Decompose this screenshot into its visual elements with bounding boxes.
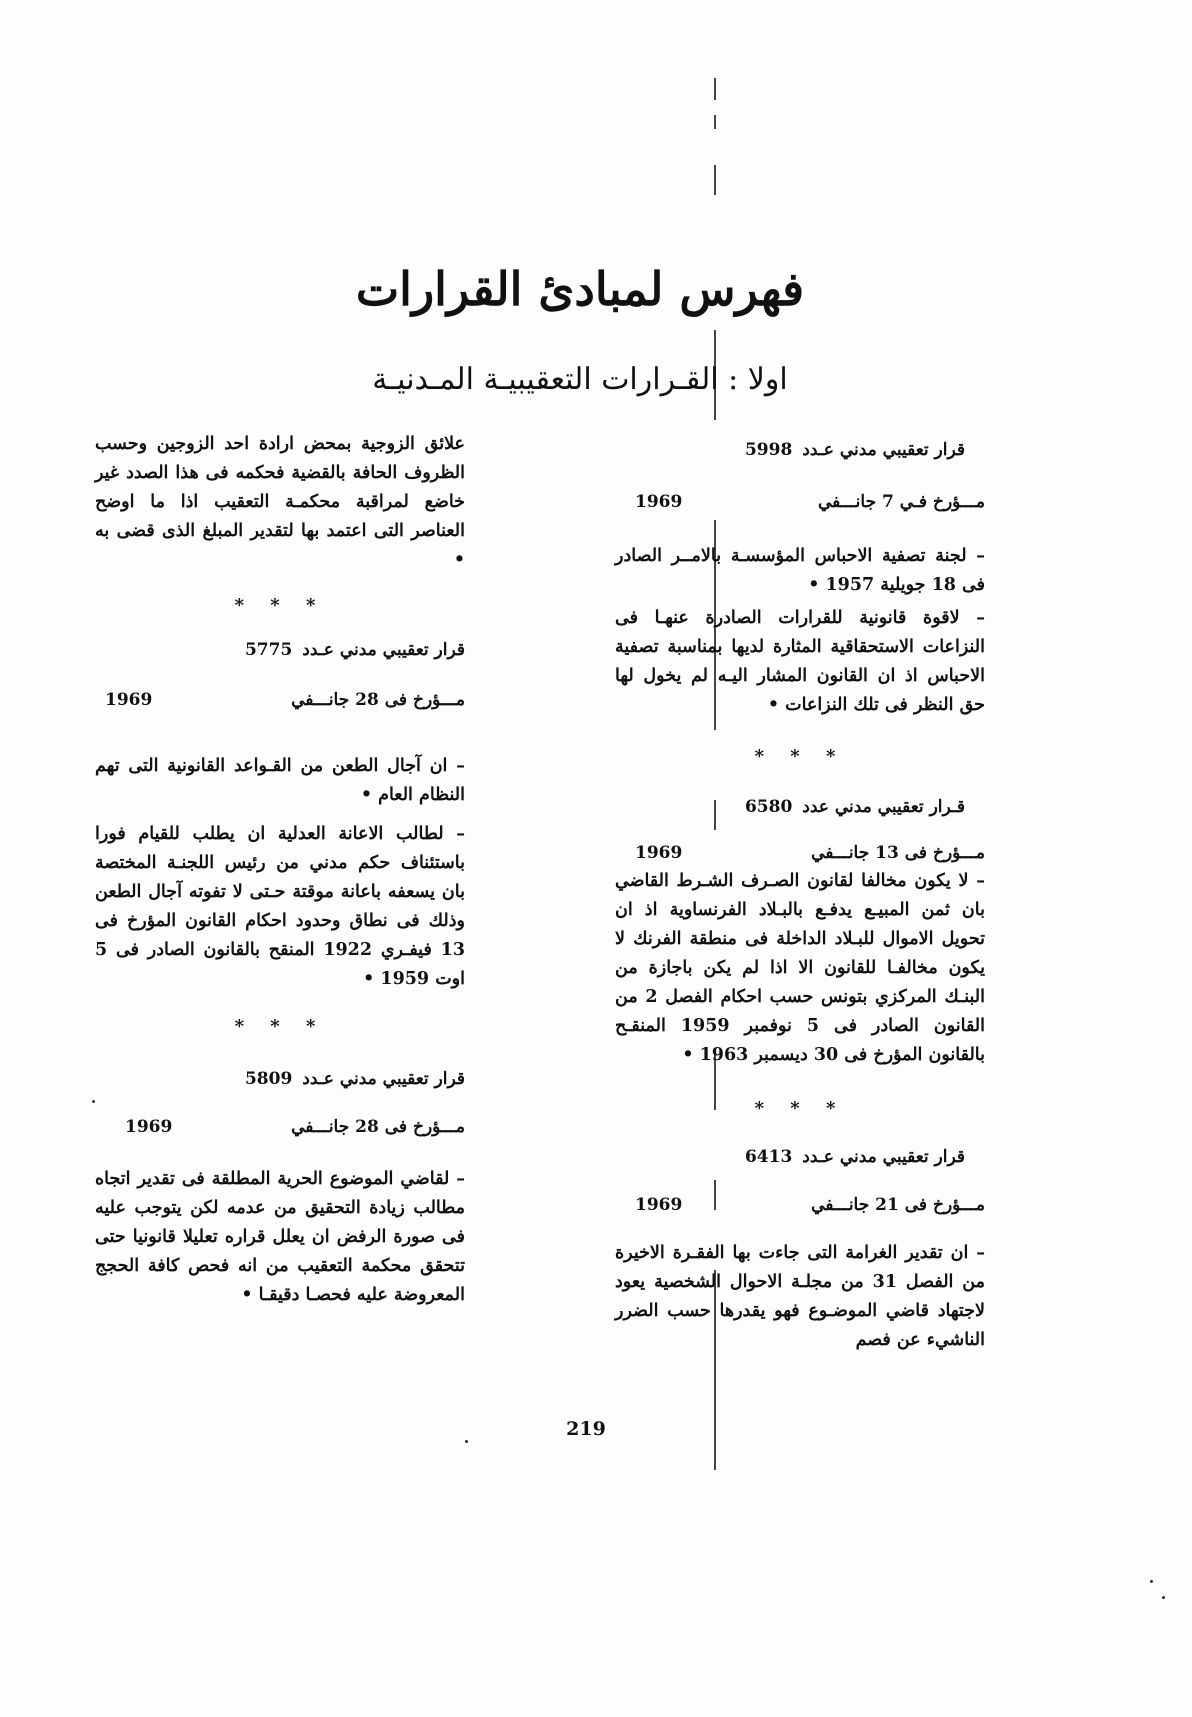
decision-date: مـــؤرخ فى 28 جانـــفي 1969 xyxy=(105,690,465,710)
decision-number: 5809 xyxy=(244,1069,293,1089)
scan-speck xyxy=(1150,1580,1153,1583)
section-separator: * * * xyxy=(754,746,846,767)
decision-number: 5775 xyxy=(244,640,293,660)
decision-heading: قرار تعقيبي مدني عـدد 5809 xyxy=(95,1065,465,1093)
decision-date: مـــؤرخ فى 28 جانـــفي 1969 xyxy=(125,1117,465,1137)
scan-speck xyxy=(465,1440,468,1443)
section-separator: * * * xyxy=(234,595,326,616)
scan-speck xyxy=(92,1100,95,1103)
principle-item: – لجنة تصفية الاحباس المؤسسـة بالامــر الصادر فى 18 جويلية 1957 • xyxy=(615,542,985,600)
scan-speck xyxy=(1162,1596,1165,1599)
continued-paragraph: علائق الزوجية بمحض ارادة احد الزوجين وحسب الظروف الحافة بالقضية فحكمه فى هذا الصدد غير خاضع لمراقبة محكمـة التعقيب اذا ما اوضح العناصر التى اعتمد بها لتقدير المبلغ الذى قضى به • xyxy=(95,434,465,570)
decision-number: 6413 xyxy=(744,1147,793,1167)
right-column xyxy=(615,436,985,1355)
decision-heading: قـرار تعقيبي مدني عدد 6580 xyxy=(615,793,965,821)
page-title: فهرس لمبادئ القرارات xyxy=(355,262,805,316)
principle-item: – ان آجال الطعن من القـواعد القانونية التى تهم النظام العام • xyxy=(95,752,465,810)
column-divider xyxy=(714,78,716,100)
decision-heading: قرار تعقيبي مدني عـدد 5775 xyxy=(95,636,465,664)
left-column xyxy=(95,430,465,1310)
section-separator: * * * xyxy=(234,1016,326,1037)
decision-number: 6580 xyxy=(744,797,793,817)
principle-item: – لقاضي الموضوع الحرية المطلقة فى تقدير اتجاه مطالب زيادة التحقيق من عدمه لكن يتوجب عليه فى صورة الرفض ان يعلل قراره تعليلا قانونيا حتى تتحقق محكمة التعقيب من انه فحص كافة الحجج المعروضة عليه فحصـا دقيقـا • xyxy=(95,1165,465,1310)
principle-item: – لاقوة قانونية للقرارات الصادرة عنهـا فى النزاعات الاستحقاقية المثارة لديها بمناسبة تصفية الاحباس اذ ان القانون المشار اليـه لم يخول لها حق النظر فى تلك النزاعات • xyxy=(615,604,985,720)
column-divider xyxy=(714,115,716,129)
decision-date: مـــؤرخ فـي 7 جانـــفي 1969 xyxy=(635,492,985,512)
decision-heading: قرار تعقيبي مدني عـدد 5998 xyxy=(615,436,965,464)
page-number: 219 xyxy=(566,1418,606,1440)
section-separator: * * * xyxy=(754,1098,846,1119)
decision-date: مـــؤرخ فى 13 جانـــفي 1969 xyxy=(635,843,985,863)
decision-date: مـــؤرخ فى 21 جانـــفي 1969 xyxy=(635,1195,985,1215)
column-divider xyxy=(714,165,716,195)
principle-item: – لا يكون مخالفا لقانون الصـرف الشـرط القاضي بان ثمن المبيـع يدفـع بالبـلاد الفرنساوية اذ ان تحويل الاموال للبـلاد الداخلة فى منطقة الفرنك لا يكون مخالفـا للقانون الا اذا لم يكن باجازة من البنـك المركزي بتونس حسب احكام الفصل 2 من القانون الصادر فى 5 نوفمبر 1959 المنقـح بالقانون المؤرخ فى 30 ديسمبر 1963 • xyxy=(615,867,985,1070)
section-subtitle: اولا : القـرارات التعقيبيـة المـدنيـة xyxy=(372,362,788,397)
decision-number: 5998 xyxy=(744,440,793,460)
principle-item: – ان تقدير الغرامة التى جاءت بها الفقـرة الاخيرة من الفصل 31 من مجلـة الاحوال الشخصية يعود لاجتهاد قاضي الموضـوع فهو يقدرها حسب الضرر الناشيء عن فصم xyxy=(615,1239,985,1355)
principle-item: – لطالب الاعانة العدلية ان يطلب للقيام فورا باستئناف حكم مدني من رئيس اللجنـة المختصة بان يسعفه باعانة موقتة حـتى لا تفوته آجال الطعن وذلك فى نطاق وحدود احكام القانون المؤرخ فى 13 فيفـري 1922 المنقح بالقانون الصادر فى 5 اوت 1959 • xyxy=(95,820,465,994)
decision-heading: قرار تعقيبي مدني عـدد 6413 xyxy=(615,1143,965,1171)
